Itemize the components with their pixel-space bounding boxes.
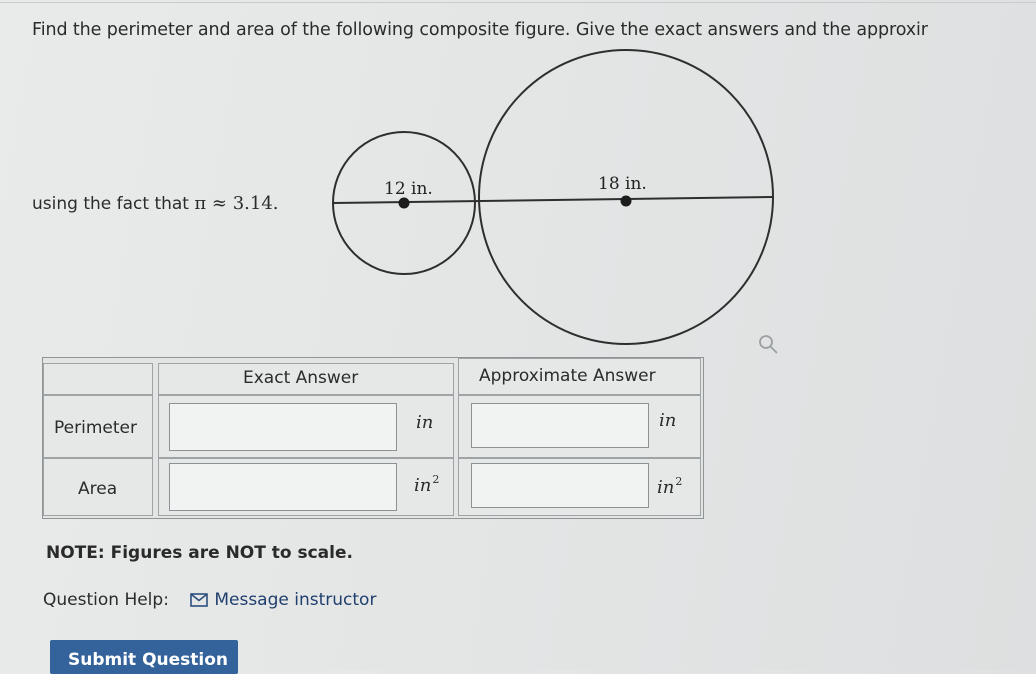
pi-approximation: π ≈ 3.14. bbox=[194, 193, 279, 214]
row-label-area: Area bbox=[78, 479, 118, 499]
header-exact-cell bbox=[158, 363, 454, 395]
area-exact-cell bbox=[158, 458, 454, 516]
mail-icon[interactable] bbox=[190, 593, 208, 607]
perimeter-approx-unit: in bbox=[659, 410, 677, 431]
question-prompt: Find the perimeter and area of the following composite figure. Give the exact answers and the approxir bbox=[32, 20, 928, 40]
area-approx-unit-base: in bbox=[657, 477, 675, 498]
message-instructor-link[interactable]: Message instructor bbox=[214, 590, 377, 610]
area-approx-unit bbox=[657, 475, 682, 498]
area-exact-unit-base: in bbox=[414, 475, 432, 496]
perimeter-approx-cell bbox=[458, 395, 701, 458]
header-blank-cell bbox=[43, 363, 153, 395]
perimeter-exact-input[interactable] bbox=[169, 403, 397, 451]
question-help bbox=[43, 590, 376, 610]
large-circle-label: 18 in. bbox=[598, 174, 647, 194]
note-text: NOTE: Figures are NOT to scale. bbox=[46, 543, 353, 563]
area-exact-unit-power: 2 bbox=[432, 473, 440, 486]
perimeter-label-cell bbox=[43, 395, 153, 458]
perimeter-exact-unit: in bbox=[416, 412, 434, 433]
perimeter-approx-input[interactable] bbox=[471, 403, 649, 448]
area-exact-unit bbox=[414, 473, 439, 496]
search-icon[interactable] bbox=[758, 334, 780, 356]
perimeter-exact-cell bbox=[158, 395, 454, 458]
area-approx-unit-power: 2 bbox=[675, 475, 683, 488]
header-approx-cell bbox=[458, 358, 701, 395]
column-header-approx: Approximate Answer bbox=[479, 366, 656, 386]
prompt-text: using the fact that bbox=[32, 194, 189, 214]
small-circle-label: 12 in. bbox=[384, 179, 433, 199]
area-exact-input[interactable] bbox=[169, 463, 397, 511]
column-header-exact: Exact Answer bbox=[243, 368, 359, 388]
area-approx-input[interactable] bbox=[471, 463, 649, 508]
question-help-label: Question Help: bbox=[43, 590, 169, 610]
area-label-cell bbox=[43, 458, 153, 516]
large-circle-center bbox=[621, 196, 632, 207]
answer-table bbox=[42, 357, 704, 519]
small-circle-center bbox=[399, 198, 410, 209]
area-approx-cell bbox=[458, 458, 701, 516]
row-label-perimeter: Perimeter bbox=[54, 418, 137, 438]
submit-question-button[interactable]: Submit Question bbox=[50, 640, 238, 674]
